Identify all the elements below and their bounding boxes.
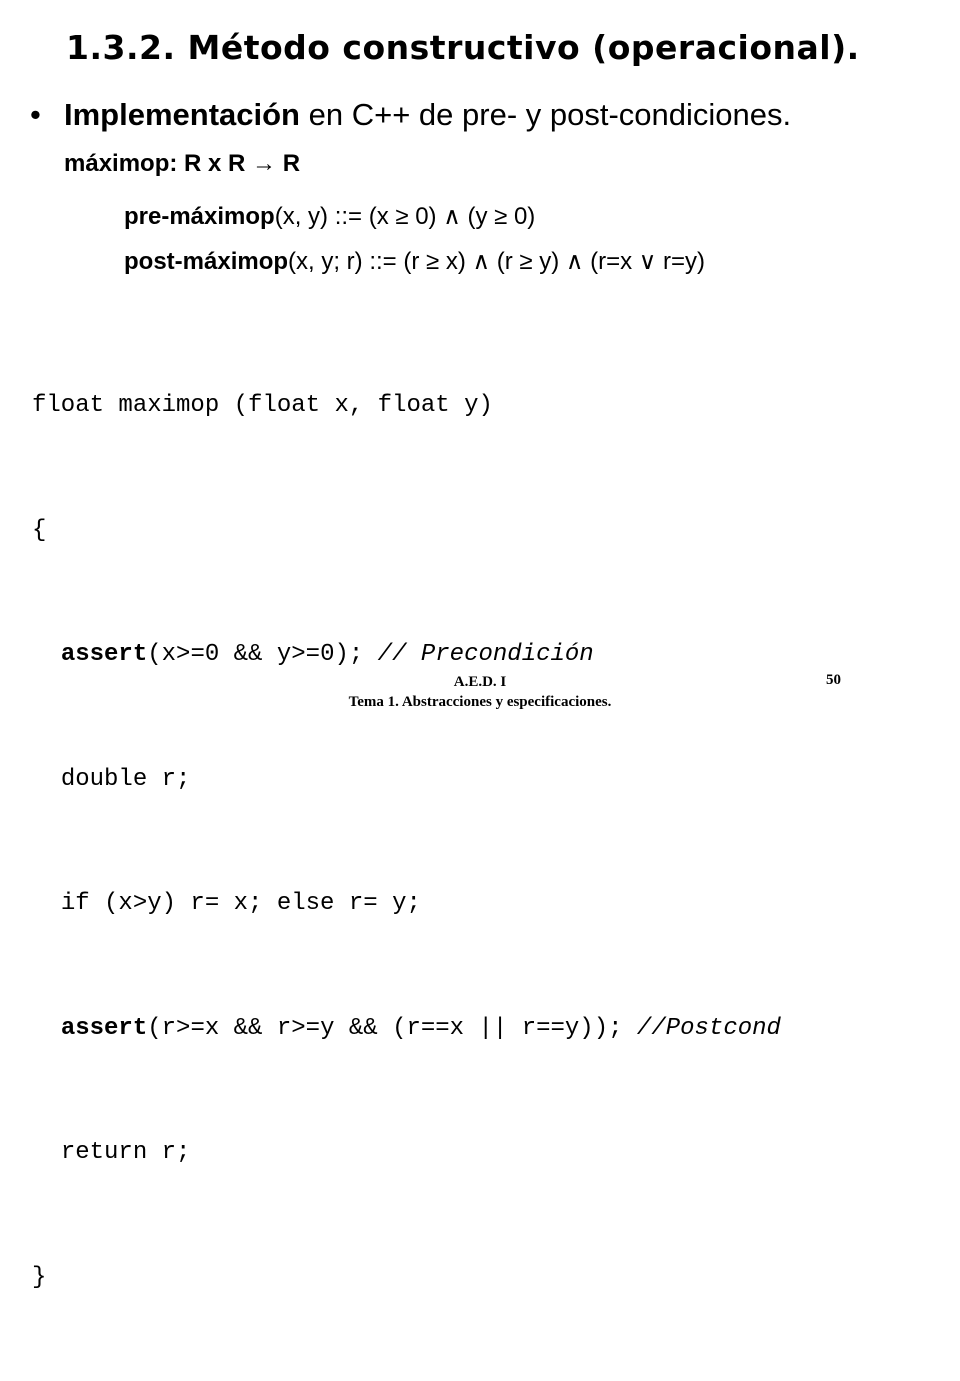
- code-block: [32, 302, 781, 1381]
- bullet-implementacion: [30, 97, 791, 133]
- slide-title: 1.3.2. Método constructivo (operacional).: [66, 28, 860, 67]
- precondition-name: pre-máximop: [124, 203, 275, 230]
- code-line: [32, 1132, 781, 1174]
- code-line: [32, 759, 781, 801]
- bullet-bold-text: Implementación: [64, 97, 300, 132]
- footer: [300, 672, 660, 712]
- code-text: (r>=x && r>=y && (r==x || r==y));: [147, 1014, 637, 1042]
- code-line: [32, 883, 781, 925]
- code-text: (x>=0 && y>=0);: [147, 641, 378, 668]
- code-keyword: assert: [60, 641, 148, 668]
- code-comment: //Postcond: [636, 1014, 781, 1042]
- code-line: [32, 634, 781, 676]
- postcondition-name: post-máximop: [124, 248, 289, 275]
- code-line: float maximop (float x, float y): [32, 392, 493, 419]
- postcondition-line: [124, 247, 705, 276]
- code-text: double r;: [60, 765, 191, 793]
- code-text: return r;: [60, 1139, 191, 1166]
- code-line: }: [32, 1263, 47, 1291]
- code-text: if (x>y) r= x; else r= y;: [60, 890, 421, 917]
- bullet-marker: •: [30, 97, 41, 132]
- precondition-line: [124, 202, 535, 231]
- footer-topic: Tema 1. Abstracciones y especificaciones.: [348, 694, 612, 710]
- postcondition-expr: (x, y; r) ::= (r ≥ x) ∧ (r ≥ y) ∧ (r=x ∨ r=y): [288, 248, 706, 275]
- bullet-text: en C++ de pre- y post-condiciones.: [300, 97, 792, 132]
- footer-course: A.E.D. I: [453, 674, 507, 690]
- page-number: 50: [826, 672, 841, 688]
- code-line: [32, 1008, 781, 1050]
- code-keyword: assert: [60, 1014, 148, 1042]
- code-line: {: [32, 516, 47, 544]
- precondition-expr: (x, y) ::= (x ≥ 0) ∧ (y ≥ 0): [274, 203, 536, 230]
- code-comment: // Precondición: [377, 641, 594, 668]
- function-signature: máximop: R x R → R: [64, 150, 301, 177]
